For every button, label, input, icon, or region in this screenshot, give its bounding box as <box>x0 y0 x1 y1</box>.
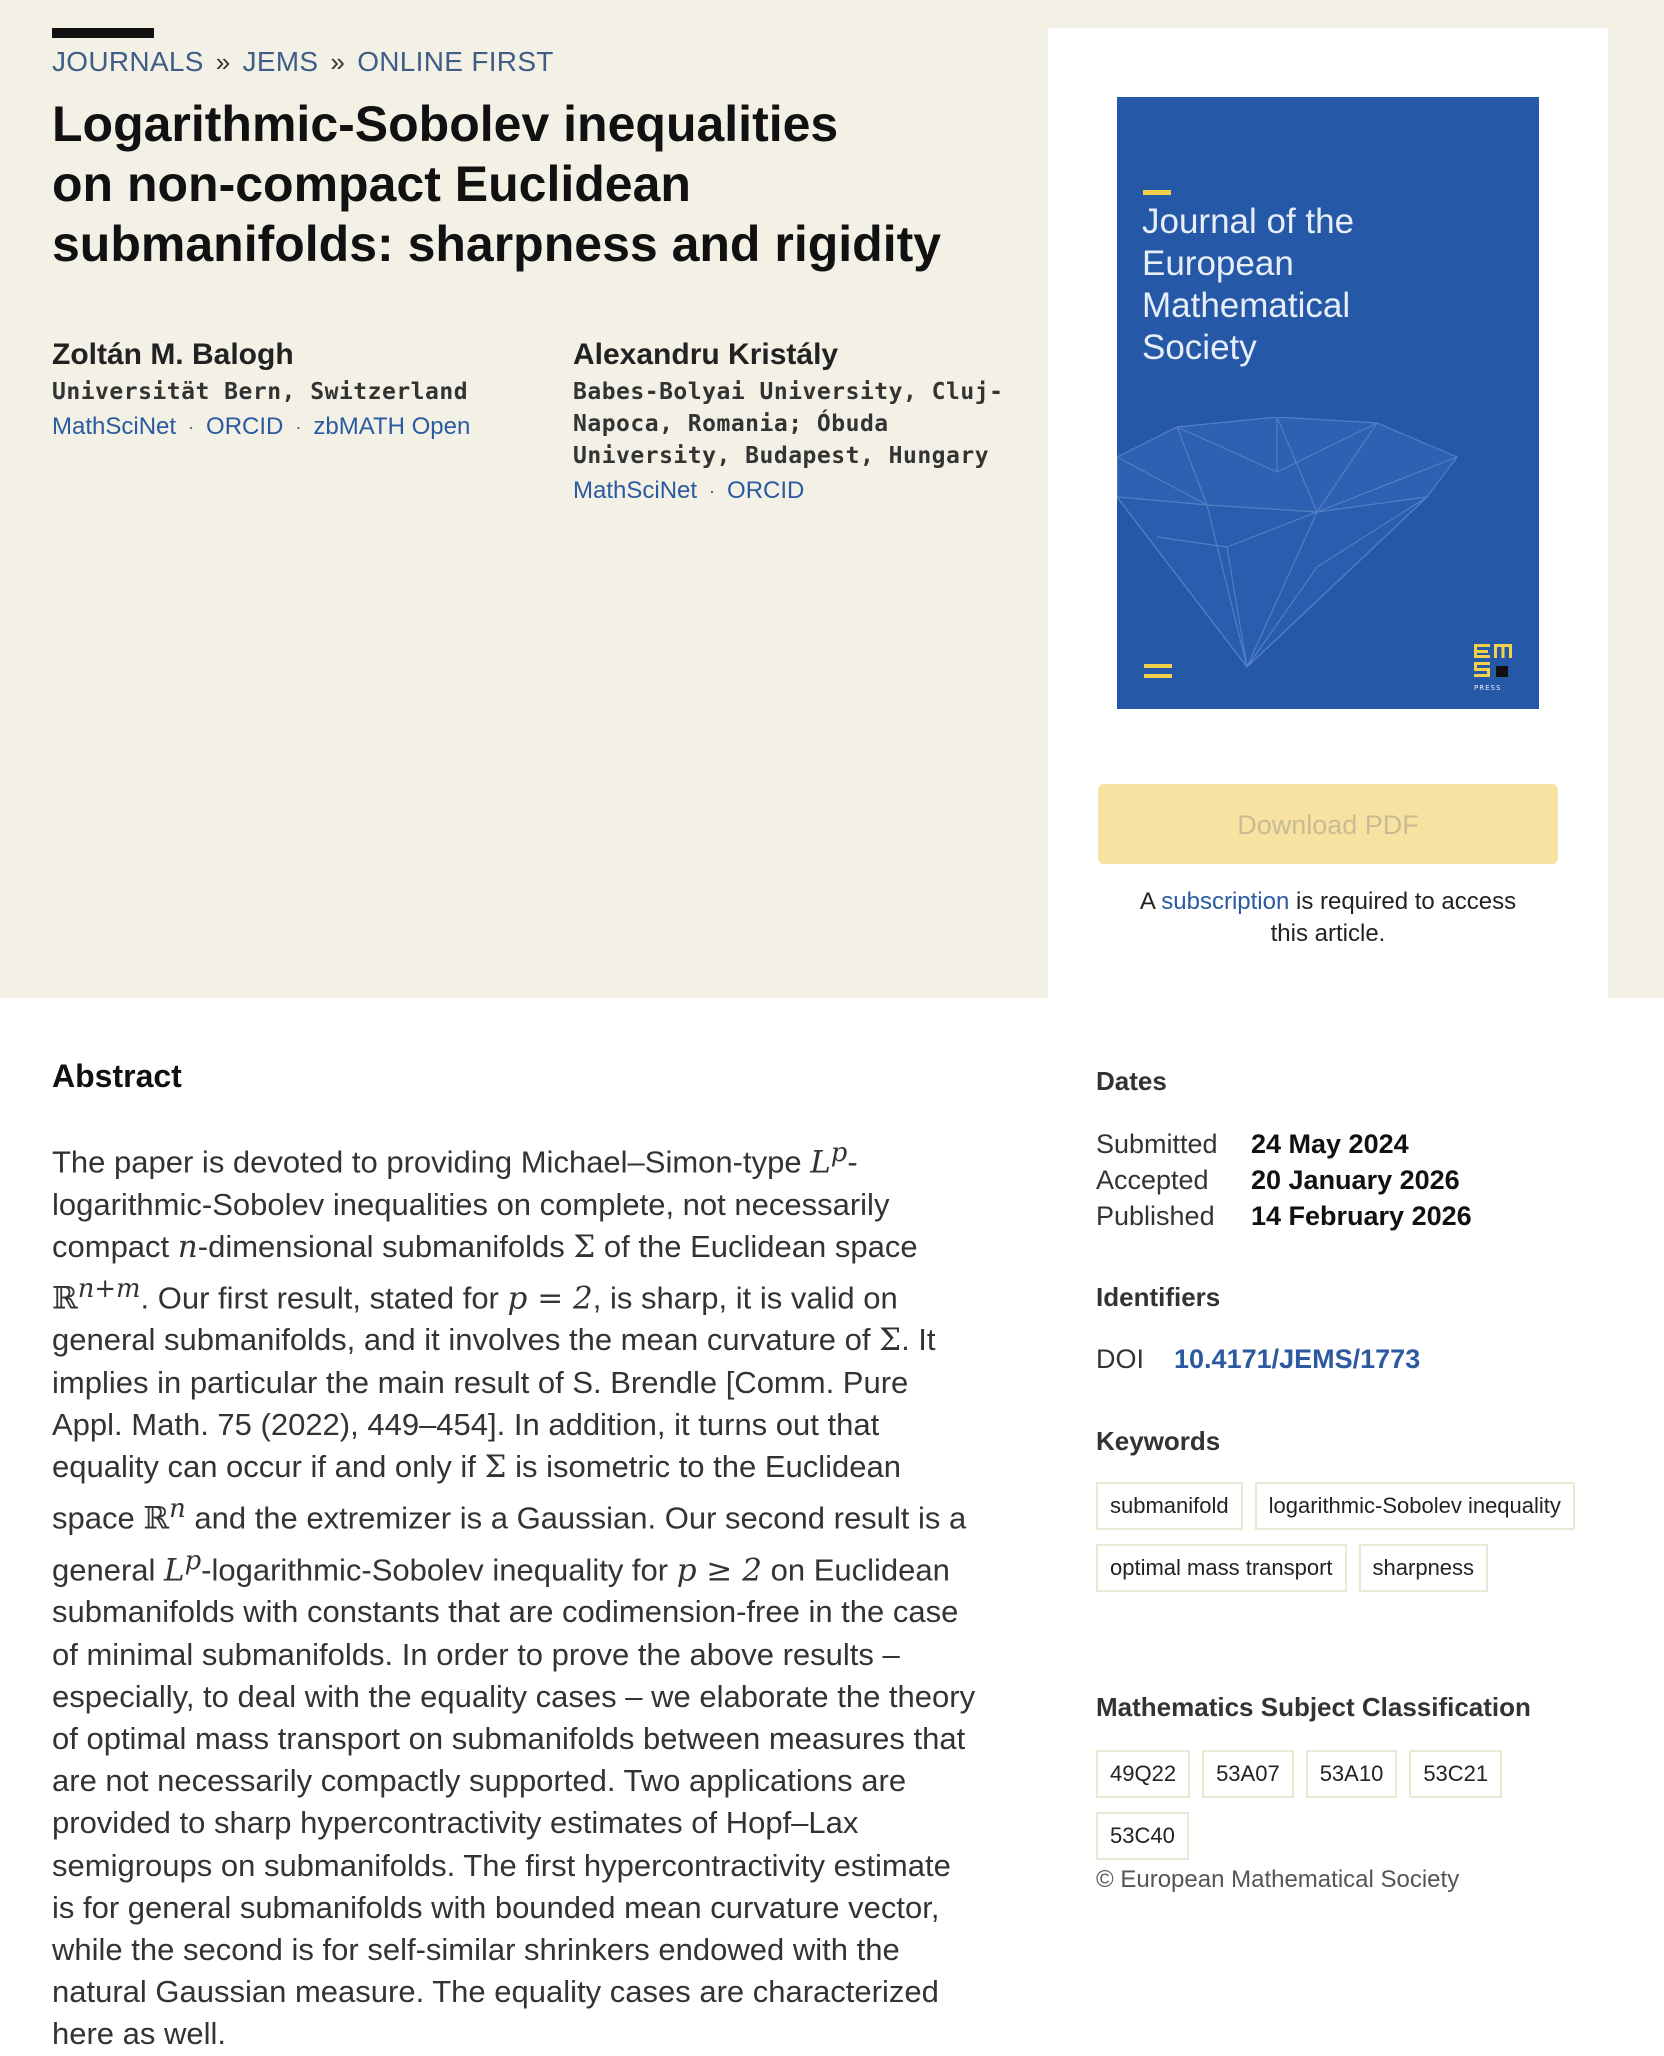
msc-tag[interactable]: 53C21 <box>1409 1750 1502 1798</box>
doi-row <box>1096 1344 1420 1375</box>
math: p <box>184 1545 202 1576</box>
author-affiliation: Babes-Bolyai University, Cluj- <box>573 379 1004 405</box>
text: . Our first result, stated for <box>140 1280 508 1316</box>
breadcrumb-journals[interactable]: JOURNALS <box>52 46 204 77</box>
author-links <box>52 408 512 446</box>
keyword-tag[interactable]: logarithmic-Sobolev inequality <box>1255 1482 1575 1530</box>
subscription-prefix: A <box>1139 888 1162 915</box>
text: -dimensional submanifolds <box>197 1228 574 1264</box>
text: , is sharp, it is valid on <box>592 1280 898 1316</box>
breadcrumb-separator: » <box>330 46 346 77</box>
abstract-line: of optimal mass transport on submanifolds between measures that <box>52 1720 966 1756</box>
diamond-illustration <box>1117 417 1539 677</box>
journal-cover[interactable] <box>1117 97 1539 709</box>
abstract-line: implies in particular the main result of S. Brendle [Comm. Pure <box>52 1364 909 1400</box>
doi-label: DOI <box>1096 1344 1145 1374</box>
math: n <box>169 1494 186 1525</box>
link-separator: · <box>188 417 195 437</box>
msc-tag[interactable]: 53A10 <box>1306 1750 1398 1798</box>
subscription-link[interactable]: subscription <box>1161 888 1290 915</box>
author-links <box>573 472 1013 510</box>
math: ℝ <box>52 1280 78 1317</box>
msc-tag[interactable]: 49Q22 <box>1096 1750 1190 1798</box>
dates-heading: Dates <box>1096 1066 1167 1096</box>
abstract-line <box>52 1132 1002 1184</box>
text: equality can occur if and only if <box>52 1449 485 1485</box>
ems-press-text: PRESS <box>1474 684 1502 692</box>
date-label: Published <box>1096 1201 1215 1231</box>
math: p ≥ 2 <box>676 1552 762 1589</box>
author-balogh <box>52 334 512 446</box>
text: general submanifolds, and it involves the mean curvature of <box>52 1322 880 1358</box>
text: and the extremizer is a Gaussian. Our second result is a <box>185 1500 967 1536</box>
abstract-line: while the second is for self-similar shrinkers endowed with the <box>52 1931 900 1967</box>
abstract-line: Appl. Math. 75 (2022), 449–454]. In addition, it turns out that <box>52 1406 880 1442</box>
abstract-line: here as well. <box>52 2016 227 2052</box>
link-separator: · <box>295 417 302 437</box>
abstract-line <box>52 1226 1002 1268</box>
date-value: 20 January 2026 <box>1251 1165 1460 1195</box>
msc-tag[interactable]: 53C40 <box>1096 1812 1189 1860</box>
abstract-line: of minimal submanifolds. In order to prove the above results – <box>52 1636 900 1672</box>
math: p <box>830 1138 848 1168</box>
dates-list <box>1096 1126 1472 1234</box>
cover-accent <box>1144 664 1172 668</box>
author-affiliation: University, Budapest, Hungary <box>573 443 990 469</box>
keyword-tag[interactable]: optimal mass transport <box>1096 1544 1347 1592</box>
author-kristaly <box>573 334 1013 510</box>
msc-list <box>1096 1750 1536 1860</box>
abstract-line <box>52 1488 1002 1540</box>
breadcrumb-separator: » <box>215 46 231 77</box>
title-line: Logarithmic-Sobolev inequalities <box>52 96 839 152</box>
orcid-link[interactable]: ORCID <box>727 477 805 504</box>
abstract-line: logarithmic-Sobolev inequalities on complete, not necessarily <box>52 1186 890 1222</box>
abstract-line: provided to sharp hypercontractivity estimates of Hopf–Lax <box>52 1805 859 1841</box>
cover-accent <box>1144 674 1172 678</box>
date-row <box>1096 1162 1472 1198</box>
date-value: 14 February 2026 <box>1251 1201 1472 1231</box>
cover-accent <box>1143 190 1171 195</box>
abstract-text <box>52 1132 1002 2056</box>
math: Σ <box>573 1228 596 1265</box>
title-line: submanifolds: sharpness and rigidity <box>52 216 942 272</box>
keyword-tag[interactable]: sharpness <box>1359 1544 1489 1592</box>
date-row <box>1096 1198 1472 1234</box>
abstract-line: is for general submanifolds with bounded mean curvature vector, <box>52 1889 940 1925</box>
abstract-line: semigroups on submanifolds. The first hypercontractivity estimate <box>52 1847 951 1883</box>
mathscinet-link[interactable]: MathSciNet <box>52 413 177 440</box>
keyword-list <box>1096 1482 1576 1592</box>
abstract-line: natural Gaussian measure. The equality cases are characterized <box>52 1974 939 2010</box>
subscription-suffix-2: this article. <box>1270 920 1386 947</box>
msc-tag[interactable]: 53A07 <box>1202 1750 1294 1798</box>
accent-bar <box>52 28 154 38</box>
abstract-line <box>52 1446 1002 1488</box>
text: - <box>847 1144 858 1180</box>
subscription-suffix: is required to access <box>1289 888 1517 915</box>
abstract-line: submanifolds with constants that are codimension-free in the case <box>52 1594 959 1630</box>
cover-title-line: European <box>1142 244 1294 283</box>
text: The paper is devoted to providing Michael–Simon-type <box>52 1144 811 1180</box>
title-line: on non-compact Euclidean <box>52 156 691 212</box>
identifiers-section <box>1096 1282 1220 1313</box>
ems-press-logo <box>1472 642 1516 702</box>
copyright-notice: © European Mathematical Society <box>1096 1866 1460 1893</box>
abstract-line: especially, to deal with the equality cases – we elaborate the theory <box>52 1678 976 1714</box>
math: Σ <box>484 1449 507 1486</box>
abstract-line <box>52 1540 1002 1592</box>
author-name: Alexandru Kristály <box>573 338 839 371</box>
breadcrumb <box>52 46 554 78</box>
author-affiliation: Napoca, Romania; Óbuda <box>573 411 889 437</box>
abstract-heading: Abstract <box>52 1058 182 1094</box>
orcid-link[interactable]: ORCID <box>206 413 284 440</box>
text: -logarithmic-Sobolev inequality for <box>201 1552 677 1588</box>
math: ℝ <box>143 1500 170 1537</box>
dates-section <box>1096 1066 1167 1097</box>
identifiers-heading: Identifiers <box>1096 1282 1221 1312</box>
keywords-heading: Keywords <box>1096 1426 1221 1456</box>
math: p = 2 <box>507 1280 593 1317</box>
math: L <box>810 1144 831 1181</box>
math: n <box>177 1228 198 1265</box>
text: space <box>52 1500 144 1536</box>
keyword-tag[interactable]: submanifold <box>1096 1482 1243 1530</box>
abstract-line: are not necessarily compactly supported. Two applications are <box>52 1763 907 1799</box>
keywords-section <box>1096 1426 1220 1457</box>
text: on Euclidean <box>761 1552 950 1588</box>
abstract-line <box>52 1268 1002 1320</box>
download-pdf-button[interactable]: Download PDF <box>1098 784 1558 864</box>
subscription-note <box>1108 886 1548 950</box>
doi-link[interactable]: 10.4171/JEMS/1773 <box>1174 1344 1421 1374</box>
cover-journal-title <box>1142 201 1502 369</box>
cover-title-line: Journal of the <box>1142 202 1355 241</box>
mathscinet-link[interactable]: MathSciNet <box>573 477 698 504</box>
cover-title-line: Mathematical <box>1142 286 1351 325</box>
date-row <box>1096 1126 1472 1162</box>
text: general <box>52 1552 165 1588</box>
math: Σ <box>879 1322 902 1359</box>
date-label: Accepted <box>1096 1165 1209 1195</box>
text: compact <box>52 1228 178 1264</box>
zbmath-link[interactable]: zbMATH Open <box>313 413 471 440</box>
breadcrumb-jems[interactable]: JEMS <box>242 46 319 77</box>
date-label: Submitted <box>1096 1129 1218 1159</box>
text: . It <box>901 1322 936 1358</box>
article-title <box>52 94 952 274</box>
math: L <box>164 1552 185 1589</box>
msc-section <box>1096 1692 1531 1723</box>
abstract-line <box>52 1319 1002 1361</box>
math: n+m <box>77 1273 141 1304</box>
author-affiliation: Universität Bern, Switzerland <box>52 379 469 405</box>
date-value: 24 May 2024 <box>1251 1129 1409 1159</box>
msc-heading: Mathematics Subject Classification <box>1096 1692 1531 1722</box>
link-separator: · <box>709 481 716 501</box>
text: of the Euclidean space <box>595 1228 918 1264</box>
access-card <box>1048 28 1608 998</box>
author-name: Zoltán M. Balogh <box>52 338 294 371</box>
text: is isometric to the Euclidean <box>506 1449 902 1485</box>
cover-title-line: Society <box>1142 328 1257 367</box>
breadcrumb-online-first[interactable]: ONLINE FIRST <box>357 46 554 77</box>
